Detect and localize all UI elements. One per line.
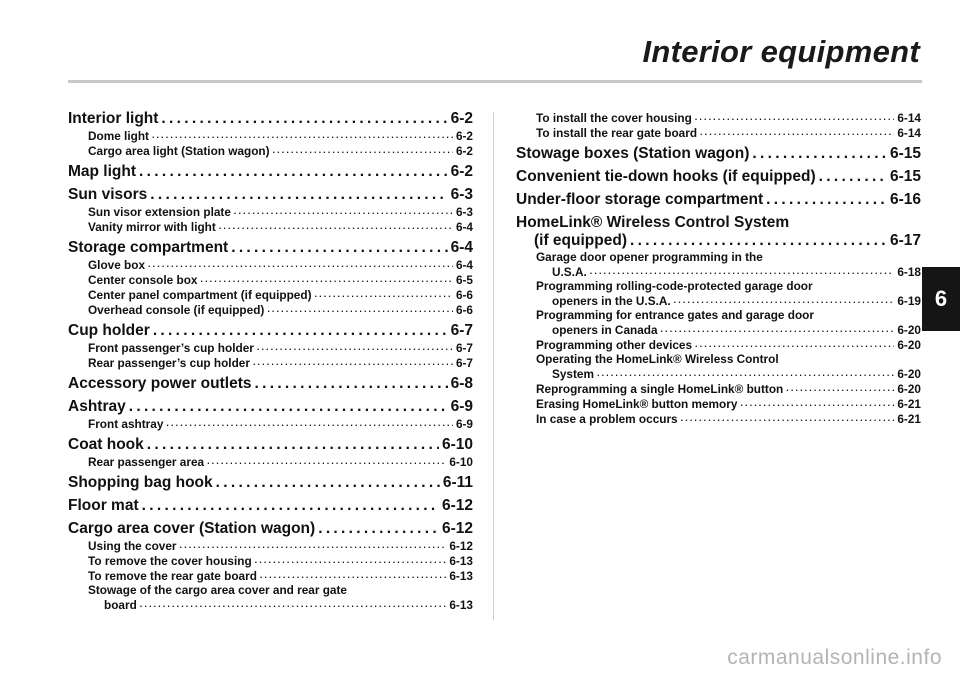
- toc-entry-page: 6-12: [441, 520, 473, 537]
- toc-entry-label: Interior light: [68, 110, 159, 127]
- toc-entry-label: Rear passenger area: [88, 455, 205, 469]
- toc-entry-page: 6-4: [455, 258, 473, 272]
- dot-leader: [180, 538, 447, 552]
- dot-leader: [260, 568, 446, 582]
- toc-entry-label: Sun visor extension plate: [88, 205, 231, 219]
- toc-entry-label: Programming rolling-code-protected garage door: [536, 279, 813, 293]
- toc-entry[interactable]: [516, 352, 921, 381]
- toc-entry[interactable]: [68, 163, 473, 181]
- toc-entry[interactable]: [68, 553, 473, 568]
- dot-leader: [695, 337, 894, 351]
- toc-entry-label: Ashtray: [68, 398, 126, 415]
- toc-right-column: [516, 110, 921, 426]
- dot-leader: [231, 239, 447, 257]
- toc-entry[interactable]: [68, 219, 473, 234]
- toc-entry[interactable]: [68, 239, 473, 257]
- toc-entry-page: 6-12: [449, 539, 473, 553]
- toc-entry-page: 6-2: [455, 129, 473, 143]
- toc-entry-label: Garage door opener programming in the: [536, 250, 763, 264]
- toc-entry[interactable]: [516, 411, 921, 426]
- toc-entry-label: Using the cover: [88, 539, 177, 553]
- toc-entry[interactable]: [516, 191, 921, 209]
- dot-leader: [661, 322, 895, 336]
- toc-entry-page: 6-18: [897, 265, 921, 279]
- dot-leader: [267, 302, 453, 316]
- toc-entry-page: 6-3: [455, 205, 473, 219]
- toc-entry-label: Cargo area cover (Station wagon): [68, 520, 316, 537]
- toc-entry[interactable]: [68, 340, 473, 355]
- dot-leader: [150, 186, 447, 204]
- dot-leader: [207, 454, 446, 468]
- toc-entry-label: Floor mat: [68, 497, 139, 514]
- toc-entry-label: Center panel compartment (if equipped): [88, 288, 312, 302]
- toc-entry[interactable]: [68, 538, 473, 553]
- toc-entry-page: 6-9: [455, 417, 473, 431]
- toc-entry-page: 6-10: [449, 455, 473, 469]
- dot-leader: [219, 219, 453, 233]
- dot-leader: [752, 145, 887, 163]
- toc-left-column: [68, 110, 473, 612]
- toc-entry-label: Sun visors: [68, 186, 148, 203]
- toc-entry-page: 6-7: [455, 356, 473, 370]
- dot-leader: [200, 272, 452, 286]
- toc-entry-label-continued: openers in the U.S.A.: [552, 294, 671, 308]
- dot-leader: [148, 257, 453, 271]
- dot-leader: [273, 143, 453, 157]
- dot-leader: [129, 398, 448, 416]
- dot-leader: [740, 396, 894, 410]
- dot-leader: [216, 474, 440, 492]
- toc-entry-page: 6-21: [897, 397, 921, 411]
- header-rule: [68, 80, 922, 83]
- toc-entry-page: 6-12: [441, 497, 473, 514]
- toc-entry-label: Programming for entrance gates and garage door: [536, 308, 814, 322]
- toc-entry-page: 6-20: [897, 323, 921, 337]
- toc-entry-label: Accessory power outlets: [68, 375, 252, 392]
- toc-entry[interactable]: [68, 497, 473, 515]
- toc-entry-page: 6-16: [889, 191, 921, 208]
- dot-leader: [315, 287, 453, 301]
- dot-leader: [139, 163, 448, 181]
- toc-entry-page: 6-21: [897, 412, 921, 426]
- dot-leader: [152, 128, 453, 142]
- toc-entry-label: Front passenger’s cup holder: [88, 341, 254, 355]
- toc-entry[interactable]: [68, 272, 473, 287]
- toc-entry-page: 6-10: [441, 436, 473, 453]
- toc-entry-page: 6-2: [450, 110, 473, 127]
- dot-leader: [255, 553, 447, 567]
- dot-leader: [147, 436, 439, 454]
- toc-entry-label: Vanity mirror with light: [88, 220, 216, 234]
- toc-entry[interactable]: [516, 110, 921, 125]
- toc-entry-label-continued: (if equipped): [534, 232, 627, 249]
- toc-entry[interactable]: [68, 416, 473, 431]
- toc-entry-page: 6-13: [449, 554, 473, 568]
- toc-entry-label: Cargo area light (Station wagon): [88, 144, 270, 158]
- toc-entry-page: 6-11: [442, 474, 473, 491]
- toc-entry[interactable]: [516, 337, 921, 352]
- dot-leader: [766, 191, 887, 209]
- toc-entry-page: 6-9: [450, 398, 473, 415]
- toc-entry[interactable]: [68, 583, 473, 612]
- toc-entry-page: 6-20: [897, 382, 921, 396]
- toc-entry-page: 6-3: [450, 186, 473, 203]
- toc-entry[interactable]: [68, 436, 473, 454]
- toc-entry-label: Reprogramming a single HomeLink® button: [536, 382, 784, 396]
- toc-entry-page: 6-4: [455, 220, 473, 234]
- toc-entry[interactable]: [516, 396, 921, 411]
- toc-entry-page: 6-19: [897, 294, 921, 308]
- toc-entry[interactable]: [516, 214, 921, 250]
- dot-leader: [681, 411, 895, 425]
- dot-leader: [257, 340, 453, 354]
- toc-entry-page: 6-8: [450, 375, 473, 392]
- dot-leader: [674, 293, 895, 307]
- toc-entry[interactable]: [68, 568, 473, 583]
- toc-entry-page: 6-17: [889, 232, 921, 249]
- toc-entry[interactable]: [68, 454, 473, 469]
- dot-leader: [318, 520, 439, 538]
- toc-entry-label: Glove box: [88, 258, 146, 272]
- dot-leader: [234, 204, 453, 218]
- toc-entry[interactable]: [516, 125, 921, 140]
- toc-entry[interactable]: [68, 398, 473, 416]
- watermark: carmanualsonline.info: [727, 646, 942, 669]
- dot-leader: [590, 264, 895, 278]
- toc-entry-label: Under-floor storage compartment: [516, 191, 764, 208]
- toc-entry-page: 6-14: [897, 111, 921, 125]
- toc-entry-label-continued: U.S.A.: [552, 265, 587, 279]
- toc-entry-label: Stowage of the cargo area cover and rear gate: [88, 583, 347, 597]
- dot-leader: [819, 168, 887, 186]
- dot-leader: [700, 125, 894, 139]
- toc-entry-page: 6-13: [449, 598, 473, 612]
- toc-entry-label: Dome light: [88, 129, 149, 143]
- toc-entry[interactable]: [516, 145, 921, 163]
- toc-entry[interactable]: [68, 520, 473, 538]
- toc-entry-label: To install the rear gate board: [536, 126, 698, 140]
- dot-leader: [786, 381, 894, 395]
- dot-leader: [630, 232, 887, 250]
- toc-entry-label: Stowage boxes (Station wagon): [516, 145, 750, 162]
- toc-entry-page: 6-13: [449, 569, 473, 583]
- toc-entry-page: 6-4: [450, 239, 473, 256]
- toc-entry[interactable]: [68, 186, 473, 204]
- toc-entry-label: Map light: [68, 163, 137, 180]
- toc-entry-page: 6-7: [450, 322, 473, 339]
- toc-entry-label: Overhead console (if equipped): [88, 303, 265, 317]
- toc-entry-label-continued: board: [104, 598, 137, 612]
- dot-leader: [142, 497, 439, 515]
- toc-entry-label: Shopping bag hook: [68, 474, 213, 491]
- dot-leader: [253, 355, 453, 369]
- page-title: Interior equipment: [642, 34, 920, 69]
- toc-entry[interactable]: [516, 381, 921, 396]
- toc-entry-label: Convenient tie-down hooks (if equipped): [516, 168, 816, 185]
- toc-entry-page: 6-7: [455, 341, 473, 355]
- toc-entry-label-continued: openers in Canada: [552, 323, 658, 337]
- toc-entry[interactable]: [68, 355, 473, 370]
- toc-entry-page: 6-15: [889, 168, 921, 185]
- toc-entry[interactable]: [68, 474, 473, 492]
- toc-entry[interactable]: [516, 308, 921, 337]
- toc-entry[interactable]: [68, 110, 473, 128]
- toc-entry-label: To remove the cover housing: [88, 554, 252, 568]
- column-divider: [493, 112, 494, 620]
- section-tab: 6: [922, 267, 960, 331]
- toc-entry-label: Front ashtray: [88, 417, 164, 431]
- toc-entry[interactable]: [516, 168, 921, 186]
- toc-entry-label: Programming other devices: [536, 338, 693, 352]
- toc-entry[interactable]: [68, 302, 473, 317]
- toc-entry-page: 6-20: [897, 338, 921, 352]
- toc-entry-page: 6-6: [455, 303, 473, 317]
- toc-entry-label: Cup holder: [68, 322, 150, 339]
- toc-entry[interactable]: [68, 204, 473, 219]
- toc-entry-label: Erasing HomeLink® button memory: [536, 397, 738, 411]
- dot-leader: [140, 597, 447, 611]
- toc-entry-page: 6-20: [897, 367, 921, 381]
- dot-leader: [254, 375, 447, 393]
- toc-entry-label: To remove the rear gate board: [88, 569, 257, 583]
- toc-entry[interactable]: [68, 143, 473, 158]
- toc-entry-label: Coat hook: [68, 436, 144, 453]
- toc-entry-page: 6-2: [450, 163, 473, 180]
- toc-entry[interactable]: [68, 375, 473, 393]
- toc-entry-label: Operating the HomeLink® Wireless Control: [536, 352, 779, 366]
- toc-entry-page: 6-15: [889, 145, 921, 162]
- toc-entry[interactable]: [68, 322, 473, 340]
- toc-entry-label: To install the cover housing: [536, 111, 692, 125]
- toc-entry-page: 6-6: [455, 288, 473, 302]
- toc-entry-label: In case a problem occurs: [536, 412, 678, 426]
- toc-entry-page: 6-5: [455, 273, 473, 287]
- toc-entry-label-continued: System: [552, 367, 594, 381]
- dot-leader: [153, 322, 448, 340]
- toc-entry[interactable]: [516, 250, 921, 279]
- toc-entry-label: HomeLink® Wireless Control System: [516, 214, 790, 231]
- toc-entry-label: Storage compartment: [68, 239, 229, 256]
- toc-entry[interactable]: [516, 279, 921, 308]
- dot-leader: [695, 110, 895, 124]
- toc-entry[interactable]: [68, 128, 473, 143]
- toc-entry[interactable]: [68, 287, 473, 302]
- toc-entry-label: Center console box: [88, 273, 198, 287]
- dot-leader: [166, 416, 453, 430]
- toc-entry-page: 6-2: [455, 144, 473, 158]
- dot-leader: [597, 366, 894, 380]
- toc-entry-label: Rear passenger’s cup holder: [88, 356, 250, 370]
- toc-entry[interactable]: [68, 257, 473, 272]
- toc-entry-page: 6-14: [897, 126, 921, 140]
- dot-leader: [161, 110, 447, 128]
